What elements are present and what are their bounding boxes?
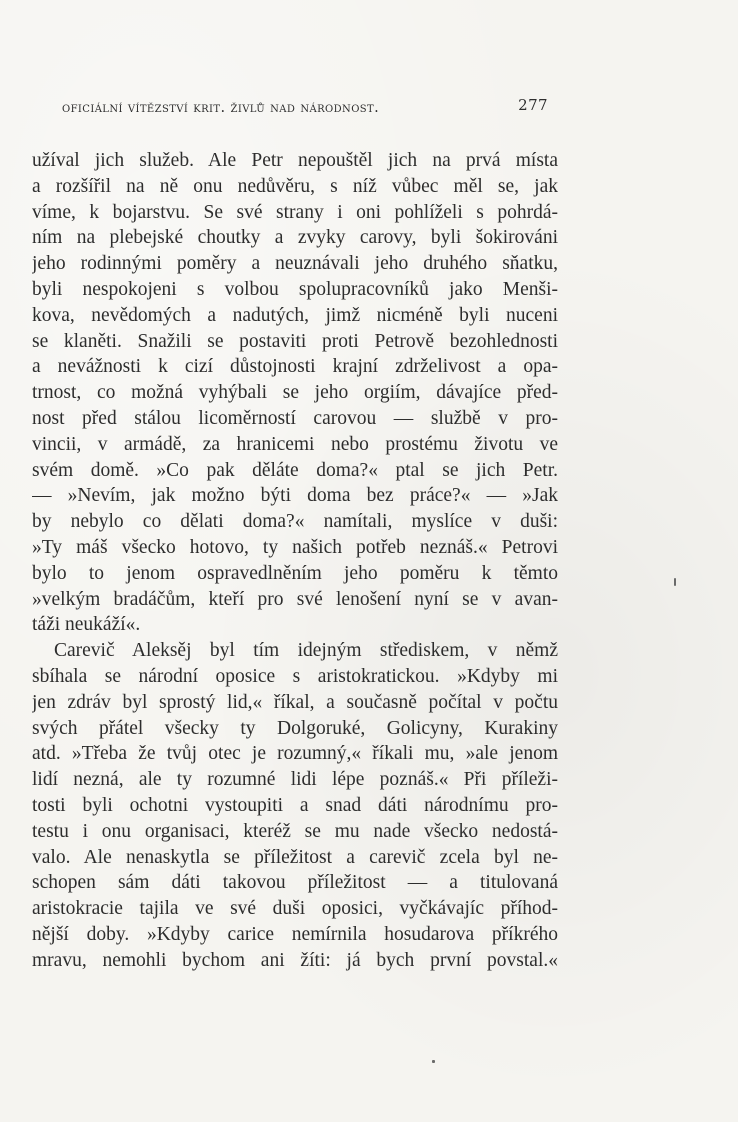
ink-speck: [674, 578, 676, 586]
text-line: bylo to jenom ospravedlněním jeho poměru k těmto: [32, 562, 558, 584]
text-line: trnost, co možná vyhýbali se jeho orgiím, dávajíce před-: [32, 382, 558, 404]
text-line: »Ty máš všecko hotovo, ty našich potřeb neznáš.« Petrovi: [32, 536, 558, 558]
text-line: »velkým bradáčům, kteří pro své lenošení nyní se v avan-: [32, 588, 558, 610]
text-line: svém domě. »Co pak děláte doma?« ptal se jich Petr.: [32, 459, 558, 481]
text-line: táži neukáží«.: [32, 614, 141, 636]
text-line: svých přátel všecky ty Dolgoruké, Golicyny, Kurakiny: [32, 717, 558, 739]
text-line: aristokracie tajila ve své duši oposici, vyčkávajíc příhod-: [32, 898, 558, 920]
text-line: testu i onu organisaci, kteréž se mu nade všecko nedostá-: [32, 820, 558, 842]
text-line: mravu, nemohli bychom ani žíti: já bych první povstal.«: [32, 949, 558, 971]
text-line: se klaněti. Snažili se postaviti proti Petrově bezohlednosti: [32, 330, 558, 352]
page-number: 277: [518, 96, 548, 114]
text-line: a rozšířil na ně onu nedůvěru, s níž vůbec měl se, jak: [32, 175, 558, 197]
text-line: ním na plebejské choutky a zvyky carovy, byli šokirováni: [32, 227, 558, 249]
text-line: víme, k bojarstvu. Se své strany i oni pohlíželi s pohrdá-: [32, 201, 558, 223]
text-line: a nevážnosti k cizí důstojnosti krajní zdrželivost a opa-: [32, 356, 558, 378]
text-line: vincii, v armádě, za hranicemi nebo prostému životu ve: [32, 433, 558, 455]
text-line: lidí nezná, ale ty rozumné lidi lépe poznáš.« Při příleži-: [32, 769, 558, 791]
running-head: [62, 96, 548, 122]
ink-speck: [432, 1060, 435, 1063]
text-line: atd. »Třeba že tvůj otec je rozumný,« říkali mu, »ale jenom: [32, 743, 558, 765]
body-text: [32, 148, 558, 974]
text-line: užíval jich služeb. Ale Petr nepouštěl jich na prvá místa: [32, 150, 558, 171]
text-line: kova, nevědomých a nadutých, jimž nicméně byli nuceni: [32, 304, 558, 326]
text-line: valo. Ale nenaskytla se příležitost a carevič zcela byl ne-: [32, 846, 558, 868]
text-line: by nebylo co dělati doma?« namítali, myslíce v duši:: [32, 511, 558, 533]
text-line: nost před stálou licoměrností carovou — službě v pro-: [32, 407, 558, 429]
text-line: sbíhala se národní oposice s aristokratickou. »Kdyby mi: [32, 665, 558, 687]
text-line: jen zdráv byl sprostý lid,« říkal, a současně počítal v počtu: [32, 691, 558, 713]
chapter-title: oficiální vítězství krit. živlů nad národnost.: [62, 100, 380, 116]
text-line: jeho rodinnými poměry a neuznávali jeho druhého sňatku,: [32, 253, 558, 275]
text-line: tosti byli ochotni vystoupiti a snad dáti národnímu pro-: [32, 794, 558, 816]
text-line: byli nespokojeni s volbou spolupracovníků jako Menši-: [32, 278, 558, 300]
text-line: Carevič Aleksěj byl tím idejným střediskem, v němž: [54, 640, 558, 662]
text-line: — »Nevím, jak možno býti doma bez práce?« — »Jak: [32, 485, 558, 507]
text-line: nější doby. »Kdyby carice nemírnila hosudarova příkrého: [32, 923, 558, 945]
text-line: schopen sám dáti takovou příležitost — a titulovaná: [32, 872, 558, 894]
